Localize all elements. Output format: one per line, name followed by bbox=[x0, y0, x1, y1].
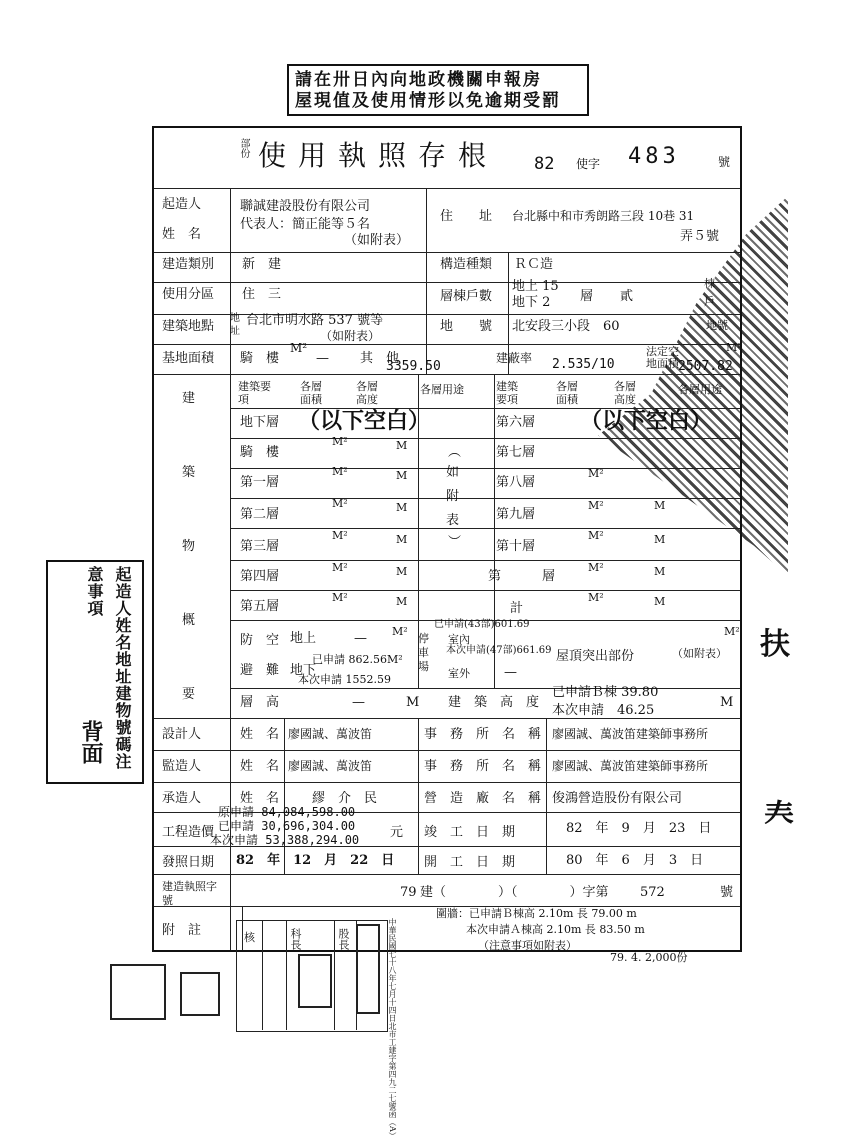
floors-below: 地下 2 bbox=[512, 295, 551, 310]
height-applied: 已申請Ｂ棟 39.80 bbox=[552, 685, 659, 700]
personal-seal-2 bbox=[356, 924, 380, 1014]
lot-label: 地 號 bbox=[440, 319, 493, 334]
contractor-label: 承造人 bbox=[162, 791, 202, 806]
parking-indoor-now: 本次申請(47部)661.69 bbox=[446, 645, 552, 656]
designer-office: 廖國誠、萬波笛建築師事務所 bbox=[552, 727, 709, 741]
site-value: 台北市明水路 537 號等 bbox=[246, 313, 384, 328]
type-label: 建造類別 bbox=[162, 257, 215, 272]
contractor-name: 繆 介 民 bbox=[312, 791, 378, 806]
right-row-5: 第 層 bbox=[488, 569, 570, 584]
supervisor-office: 廖國誠、萬波笛建築師事務所 bbox=[552, 759, 709, 773]
use-note-0: ︵ bbox=[448, 445, 462, 460]
builder-attached: （如附表） bbox=[344, 233, 410, 248]
permit-ref-year: 79 bbox=[400, 885, 417, 900]
right-row-3: 第九層 bbox=[496, 507, 536, 522]
use-note-2: 附 bbox=[446, 489, 460, 504]
sign-label-0: 核 bbox=[244, 931, 255, 944]
unit-height-2: M bbox=[396, 469, 408, 482]
permit-label: 建造執照字號 bbox=[162, 880, 217, 907]
col-area-2-header: 各層面積 bbox=[556, 380, 578, 406]
completion-date: 82 年 9 月 23 日 bbox=[566, 821, 712, 836]
remarks-vertical-note: 中華民國七十八年七月十四日北市工建字第四九二七號函（A） bbox=[388, 918, 397, 1140]
col-item-header: 建築要項 bbox=[238, 380, 271, 406]
contractor-name-label: 姓 名 bbox=[240, 791, 280, 806]
unit-height-r4: M bbox=[654, 595, 666, 608]
side-label-4: 要 bbox=[182, 687, 196, 702]
unit-height-4: M bbox=[396, 533, 408, 546]
issue-label: 發照日期 bbox=[162, 855, 215, 870]
permit-year: 82 bbox=[534, 154, 555, 174]
left-row-5: 第四層 bbox=[240, 569, 280, 584]
floors-buildings: 貳 bbox=[620, 289, 634, 304]
completion-label: 竣 工 日 期 bbox=[424, 825, 516, 840]
remarks-line-2: 本次申請Ａ棟高 2.10m 長 83.50 m bbox=[466, 923, 645, 936]
warning-line-1: 請在卅日內向地政機關申報房 bbox=[295, 70, 542, 90]
side-label-1: 築 bbox=[182, 465, 196, 480]
height-this-time: 本次申請 46.25 bbox=[552, 703, 655, 718]
permit-number: 483 bbox=[628, 144, 680, 169]
floors-unit: 層 bbox=[580, 289, 594, 304]
cost-original: 原申請 84,084,598.00 bbox=[218, 805, 356, 819]
builder-address: 台北縣中和市秀朗路三段 10巷 31 bbox=[512, 209, 695, 223]
height-value: — bbox=[352, 695, 365, 710]
side-label-2: 物 bbox=[182, 539, 196, 554]
shelter-above: 地上 bbox=[290, 631, 317, 646]
shelter-applied: 已申請 862.56M² bbox=[312, 653, 403, 666]
use-note-4: ︶ bbox=[448, 535, 462, 550]
left-row-4: 第三層 bbox=[240, 539, 280, 554]
floors-above: 地上 15 bbox=[512, 279, 559, 294]
arcade-label: 騎 樓 bbox=[240, 351, 280, 366]
roof-label: 屋頂突出部份 bbox=[556, 649, 635, 664]
left-row-2: 第一層 bbox=[240, 475, 280, 490]
unit-height-r2: M bbox=[654, 533, 666, 546]
unit-area-r5: M² bbox=[588, 591, 604, 604]
ratio-value: 2.535/10 bbox=[552, 357, 615, 372]
issue-date: 82 年 12 月 22 日 bbox=[236, 853, 395, 868]
supervisor-name: 廖國誠、萬波笛 bbox=[288, 759, 373, 773]
footer-code: 79. 4. 2,000份 bbox=[610, 951, 688, 964]
permit-ref-number: 572 bbox=[640, 885, 665, 900]
margin-mark-2: 𡗗 bbox=[764, 797, 794, 832]
warning-stamp bbox=[287, 64, 589, 116]
margin-mark-1: 扶 bbox=[760, 627, 790, 662]
unit-height-r1: M bbox=[654, 499, 666, 512]
height-label: 層 高 bbox=[240, 695, 280, 710]
col-height-header: 各層高度 bbox=[356, 380, 378, 406]
right-row-6: 計 bbox=[510, 601, 524, 616]
dept-prefix: 部份 bbox=[238, 138, 249, 158]
left-row-0: 地下層 bbox=[240, 415, 280, 430]
left-row-1: 騎 樓 bbox=[240, 445, 280, 460]
col-use-header: 各層用途 bbox=[420, 383, 464, 396]
roof-value: （如附表） bbox=[672, 647, 727, 660]
designer-name: 廖國誠、萬波笛 bbox=[288, 727, 373, 741]
unit-area-1: M² bbox=[332, 435, 348, 448]
col-item-2-header: 建築要項 bbox=[496, 380, 518, 406]
unit-area-3: M² bbox=[332, 497, 348, 510]
shelter-label-2: 避 難 bbox=[240, 663, 280, 678]
shelter-label-1: 防 空 bbox=[240, 633, 280, 648]
side-label-0: 建 bbox=[182, 391, 196, 406]
col-use-2-header: 各層用途 bbox=[678, 383, 722, 396]
other-value: 3359.50 bbox=[386, 359, 441, 374]
height-unit: M bbox=[406, 695, 420, 710]
left-note-text: 起造人姓名地址建物號碼注意事項 bbox=[85, 566, 132, 770]
structure-label: 構造種類 bbox=[440, 257, 493, 272]
designer-label: 設計人 bbox=[162, 727, 202, 742]
shelter-below: 地下 bbox=[290, 663, 317, 678]
permit-suffix: 號 bbox=[718, 155, 731, 169]
right-row-4: 第十層 bbox=[496, 539, 536, 554]
building-height-label: 建 築 高 度 bbox=[448, 695, 540, 710]
structure-value: ＲＣ造 bbox=[514, 257, 554, 272]
supervisor-office-label: 事 務 所 名 稱 bbox=[424, 759, 542, 774]
use-note-3: 表 bbox=[446, 513, 460, 528]
unit-area-r3: M² bbox=[588, 529, 604, 542]
supervisor-name-label: 姓 名 bbox=[240, 759, 280, 774]
official-seal-2 bbox=[180, 972, 220, 1016]
form-title: 使用執照存根 bbox=[258, 139, 499, 172]
builder-label-2: 姓 名 bbox=[162, 227, 202, 242]
official-seal-1 bbox=[110, 964, 166, 1020]
designer-name-label: 姓 名 bbox=[240, 727, 280, 742]
right-row-2: 第八層 bbox=[496, 475, 536, 490]
unit-area-6: M² bbox=[332, 591, 348, 604]
cost-label: 工程造價 bbox=[162, 825, 215, 840]
cost-this-time: 本次申請 53,388,294.00 bbox=[210, 833, 360, 847]
floors-right-partial-1: 棟 bbox=[704, 277, 715, 290]
unit-area-4: M² bbox=[332, 529, 348, 542]
unit-height-r3: M bbox=[654, 565, 666, 578]
cost-applied: 已申請 30,696,304.00 bbox=[218, 819, 356, 833]
unit-height-6: M bbox=[396, 595, 408, 608]
legal-value: 2507.82 bbox=[678, 359, 733, 374]
right-row-1: 第七層 bbox=[496, 445, 536, 460]
left-row-3: 第二層 bbox=[240, 507, 280, 522]
site-prefix: 地址 bbox=[230, 313, 240, 337]
warning-line-2: 屋現值及使用情形以免逾期受罰 bbox=[295, 91, 561, 111]
use-note-1: 如 bbox=[446, 465, 460, 480]
remarks-line-3: （注意事項如附表） bbox=[478, 939, 577, 952]
site-attached: （如附表） bbox=[320, 329, 381, 343]
permit-ref-suffix: 號 bbox=[720, 885, 734, 900]
floors-label: 層棟戶數 bbox=[440, 289, 493, 304]
unit-area-r1: M² bbox=[588, 467, 604, 480]
unit-height-5: M bbox=[396, 565, 408, 578]
ratio-label: 建蔽率 bbox=[496, 351, 533, 365]
supervisor-label: 監造人 bbox=[162, 759, 202, 774]
left-row-6: 第五層 bbox=[240, 599, 280, 614]
height-unit-2: M bbox=[720, 695, 734, 710]
site-label: 建築地點 bbox=[162, 319, 215, 334]
firm-name: 俊鴻營造股份有限公司 bbox=[552, 791, 683, 806]
parking-label: 停車場 bbox=[418, 632, 429, 673]
remarks-line-1: 圍牆：已申請Ｂ棟高 2.10m 長 79.00 m bbox=[436, 907, 637, 920]
blank-note-right: （以下空白） bbox=[580, 408, 713, 434]
builder-address-2: 弄５號 bbox=[680, 229, 720, 244]
parking-outdoor-value: — bbox=[504, 665, 517, 680]
builder-representative: 代表人：簡正能等５名 bbox=[240, 217, 371, 232]
area-label: 基地面積 bbox=[162, 351, 215, 366]
shelter-unit: M² bbox=[392, 625, 408, 638]
floors-right-partial-2: 戶 bbox=[704, 295, 715, 308]
remarks-label: 附 註 bbox=[162, 923, 202, 938]
parking-outdoor: 室外 bbox=[448, 667, 470, 680]
permit-ref-middle: 建（ ）（ ）字第 bbox=[420, 885, 609, 900]
legal-unit: M² bbox=[726, 341, 742, 354]
parking-indoor-applied: 已申請(43部)601.69 bbox=[434, 619, 530, 630]
unit-area-r4: M² bbox=[588, 561, 604, 574]
back-side-label: 背面 bbox=[78, 720, 104, 764]
legal-label: 法定空地面積 bbox=[646, 345, 679, 370]
roof-unit: M² bbox=[724, 625, 740, 638]
col-height-2-header: 各層高度 bbox=[614, 380, 636, 406]
cost-unit: 元 bbox=[390, 825, 404, 840]
lot-value: 北安段三小段 60 bbox=[512, 319, 620, 334]
parking-indoor: 室內 bbox=[448, 633, 470, 646]
right-row-0: 第六層 bbox=[496, 415, 536, 430]
builder-company: 聯誠建設股份有限公司 bbox=[240, 199, 371, 214]
address-label: 住 址 bbox=[440, 209, 493, 224]
builder-label-1: 起造人 bbox=[162, 197, 202, 212]
unit-height-3: M bbox=[396, 501, 408, 514]
arcade-unit: M² bbox=[290, 341, 308, 355]
permit-doc-type: 使字 bbox=[576, 157, 601, 171]
col-area-header: 各層面積 bbox=[300, 380, 322, 406]
other-label: 其 他 bbox=[360, 351, 400, 366]
designer-office-label: 事 務 所 名 稱 bbox=[424, 727, 542, 742]
unit-area-5: M² bbox=[332, 561, 348, 574]
zone-value: 住 三 bbox=[242, 287, 282, 302]
shelter-above-value: — bbox=[354, 631, 367, 646]
personal-seal-1 bbox=[298, 954, 332, 1008]
blank-note-left: （以下空白） bbox=[298, 408, 431, 434]
start-date: 80 年 6 月 3 日 bbox=[566, 853, 704, 868]
unit-height-1: M bbox=[396, 439, 408, 452]
firm-label: 營 造 廠 名 稱 bbox=[424, 791, 542, 806]
unit-area-r2: M² bbox=[588, 499, 604, 512]
arcade-value: — bbox=[316, 351, 329, 366]
lot-suffix: 地號 bbox=[706, 319, 728, 332]
start-label: 開 工 日 期 bbox=[424, 855, 516, 870]
unit-area-2: M² bbox=[332, 465, 348, 478]
side-label-3: 概 bbox=[182, 613, 196, 628]
type-value: 新 建 bbox=[242, 257, 282, 272]
sign-label-1: 科長 bbox=[289, 928, 302, 950]
sign-label-2: 股長 bbox=[337, 928, 350, 950]
zone-label: 使用分區 bbox=[162, 287, 215, 302]
shelter-this-time: 本次申請 1552.59 bbox=[298, 673, 391, 686]
